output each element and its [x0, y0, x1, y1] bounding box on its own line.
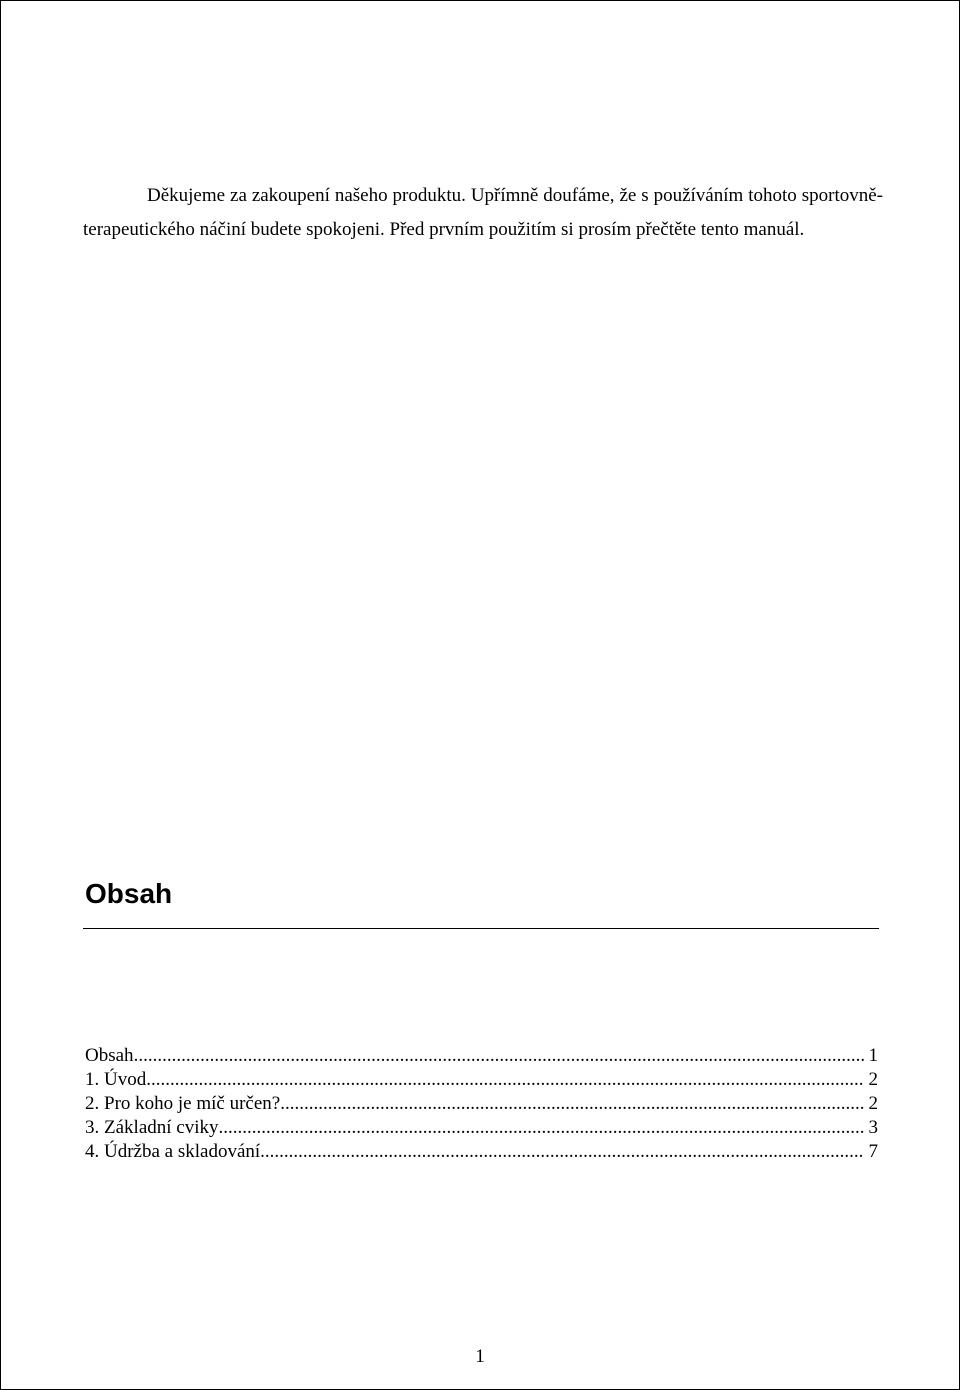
- toc-entry-page: 2: [868, 1069, 878, 1090]
- toc-dot-leader: [260, 1140, 863, 1164]
- toc-entry-zakladni-cviky[interactable]: [85, 1116, 878, 1140]
- toc-dot-leader: [134, 1044, 864, 1068]
- page-number: 1: [475, 1346, 485, 1367]
- table-of-contents: [85, 1044, 878, 1164]
- toc-entry-title: Obsah: [85, 1045, 134, 1066]
- toc-entry-title: 1. Úvod: [85, 1069, 147, 1090]
- toc-entry-page: 3: [868, 1117, 878, 1138]
- toc-entry-pro-koho[interactable]: [85, 1092, 878, 1116]
- toc-dot-leader: [219, 1116, 864, 1140]
- toc-entry-obsah[interactable]: [85, 1044, 878, 1068]
- toc-entry-uvod[interactable]: [85, 1068, 878, 1092]
- toc-heading-rule: [83, 928, 879, 929]
- toc-dot-leader: [146, 1068, 863, 1092]
- toc-entry-page: 7: [868, 1141, 878, 1162]
- toc-entry-title: 4. Údržba a skladování: [85, 1141, 261, 1162]
- toc-entry-udrzba[interactable]: [85, 1140, 878, 1164]
- toc-entry-title: 2. Pro koho je míč určen?: [85, 1093, 281, 1114]
- intro-paragraph: Děkujeme za zakoupení našeho produktu. Upřímně doufáme, že s používáním tohoto sportovně-terapeutického náčiní budete spokojeni. Před prvním použitím si prosím přečtěte tento manuál.: [83, 185, 883, 240]
- toc-entry-title: 3. Základní cviky: [85, 1117, 219, 1138]
- toc-entry-page: 1: [868, 1045, 878, 1066]
- toc-heading: Obsah: [85, 878, 173, 909]
- toc-dot-leader: [280, 1092, 863, 1116]
- toc-entry-page: 2: [868, 1093, 878, 1114]
